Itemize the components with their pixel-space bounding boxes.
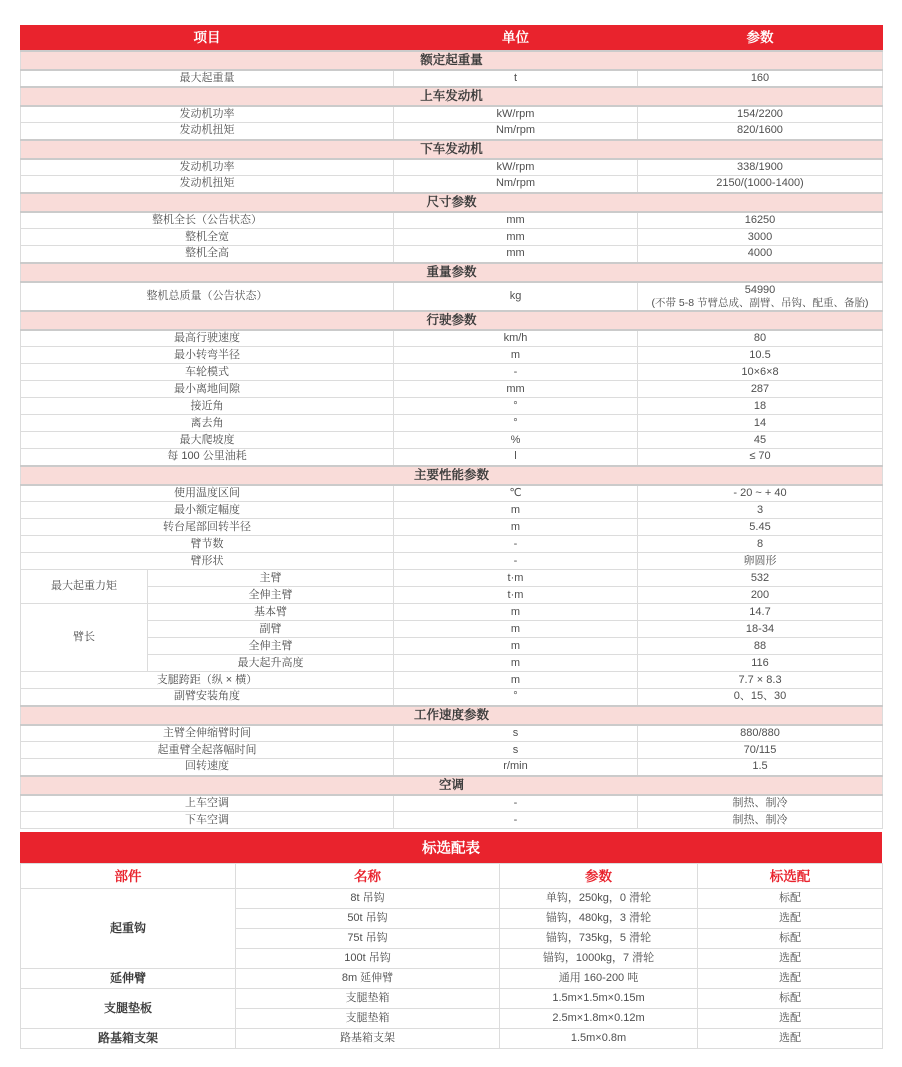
option-param-cell: 通用 160-200 吨 bbox=[500, 969, 698, 989]
spec-group-row bbox=[21, 655, 883, 672]
spec-data-row bbox=[21, 415, 883, 432]
spec-data-row bbox=[21, 689, 883, 706]
spec-data-row bbox=[21, 229, 883, 246]
spec-unit-cell: m bbox=[394, 655, 638, 672]
spec-data-row bbox=[21, 330, 883, 347]
spec-value-cell: 3 bbox=[638, 502, 883, 519]
spec-data-row bbox=[21, 123, 883, 140]
spec-section-label: 额定起重量 bbox=[21, 51, 883, 70]
option-flag-cell: 标配 bbox=[698, 989, 883, 1009]
spec-item-cell: 整机总质量（公告状态） bbox=[21, 282, 394, 311]
spec-item-cell: 起重臂全起落幅时间 bbox=[21, 742, 394, 759]
option-param-cell: 2.5m×1.8m×0.12m bbox=[500, 1009, 698, 1029]
spec-group-row bbox=[21, 621, 883, 638]
spec-subitem-cell: 主臂 bbox=[148, 570, 394, 587]
spec-value-cell: 卵圆形 bbox=[638, 553, 883, 570]
spec-section-label: 重量参数 bbox=[21, 263, 883, 282]
option-name-cell: 50t 吊钩 bbox=[236, 909, 500, 929]
spec-value-cell: 45 bbox=[638, 432, 883, 449]
spec-item-cell: 最小转弯半径 bbox=[21, 347, 394, 364]
options-banner-title: 标选配表 bbox=[422, 841, 480, 857]
option-param-cell: 锚钩，1000kg，7 滑轮 bbox=[500, 949, 698, 969]
spec-section-label: 主要性能参数 bbox=[21, 466, 883, 485]
spec-section-row bbox=[21, 263, 883, 282]
spec-unit-cell: m bbox=[394, 638, 638, 655]
spec-item-cell: 发动机功率 bbox=[21, 159, 394, 176]
spec-value-cell: 5.45 bbox=[638, 519, 883, 536]
spec-unit-cell: r/min bbox=[394, 759, 638, 776]
spec-item-cell: 最大爬坡度 bbox=[21, 432, 394, 449]
spec-unit-cell: - bbox=[394, 536, 638, 553]
spec-data-row bbox=[21, 106, 883, 123]
spec-value-cell: ≤ 70 bbox=[638, 449, 883, 466]
spec-group-row bbox=[21, 638, 883, 655]
spec-item-cell: 发动机扭矩 bbox=[21, 176, 394, 193]
spec-unit-cell: m bbox=[394, 672, 638, 689]
spec-value-cell: 116 bbox=[638, 655, 883, 672]
options-row bbox=[21, 889, 883, 909]
spec-data-row bbox=[21, 485, 883, 502]
spec-subitem-cell: 基本臂 bbox=[148, 604, 394, 621]
spec-value-cell: 制热、制冷 bbox=[638, 812, 883, 829]
option-param-cell: 1.5m×1.5m×0.15m bbox=[500, 989, 698, 1009]
spec-data-row bbox=[21, 759, 883, 776]
spec-data-row bbox=[21, 742, 883, 759]
spec-data-row bbox=[21, 70, 883, 87]
spec-unit-cell: mm bbox=[394, 381, 638, 398]
option-part-cell: 起重钩 bbox=[21, 889, 236, 969]
spec-item-cell: 离去角 bbox=[21, 415, 394, 432]
option-flag-cell: 标配 bbox=[698, 889, 883, 909]
spec-unit-cell: m bbox=[394, 502, 638, 519]
spec-item-cell: 最大起重量 bbox=[21, 70, 394, 87]
spec-item-cell: 下车空调 bbox=[21, 812, 394, 829]
spec-section-row bbox=[21, 193, 883, 212]
spec-data-row bbox=[21, 432, 883, 449]
spec-unit-cell: ° bbox=[394, 398, 638, 415]
spec-group-label-cell: 臂长 bbox=[21, 604, 148, 672]
spec-unit-cell: kg bbox=[394, 282, 638, 311]
spec-unit-cell: kW/rpm bbox=[394, 106, 638, 123]
option-flag-cell: 选配 bbox=[698, 1009, 883, 1029]
spec-unit-cell: s bbox=[394, 725, 638, 742]
spec-subitem-cell: 副臂 bbox=[148, 621, 394, 638]
spec-value-cell: 14.7 bbox=[638, 604, 883, 621]
spec-group-label-cell: 最大起重力矩 bbox=[21, 570, 148, 604]
spec-value-cell: 0、15、30 bbox=[638, 689, 883, 706]
spec-data-row bbox=[21, 812, 883, 829]
spec-item-cell: 每 100 公里油耗 bbox=[21, 449, 394, 466]
spec-section-row bbox=[21, 466, 883, 485]
spec-item-cell: 支腿跨距（纵 × 横） bbox=[21, 672, 394, 689]
spec-data-row bbox=[21, 519, 883, 536]
spec-value-cell: 160 bbox=[638, 70, 883, 87]
spec-item-cell: 整机全长（公告状态） bbox=[21, 212, 394, 229]
spec-value-note: (不带 5-8 节臂总成、副臂、吊钩、配重、备胎) bbox=[651, 296, 869, 309]
spec-value-cell: 2150/(1000-1400) bbox=[638, 176, 883, 193]
spec-value-cell: 16250 bbox=[638, 212, 883, 229]
option-name-cell: 100t 吊钩 bbox=[236, 949, 500, 969]
option-name-cell: 75t 吊钩 bbox=[236, 929, 500, 949]
spec-item-cell: 最小额定幅度 bbox=[21, 502, 394, 519]
spec-data-row bbox=[21, 176, 883, 193]
spec-data-row bbox=[21, 536, 883, 553]
spec-item-cell: 上车空调 bbox=[21, 795, 394, 812]
option-flag-cell: 选配 bbox=[698, 969, 883, 989]
option-part-cell: 延伸臂 bbox=[21, 969, 236, 989]
spec-item-cell: 副臂安装角度 bbox=[21, 689, 394, 706]
spec-section-label: 下车发动机 bbox=[21, 140, 883, 159]
spec-unit-cell: ° bbox=[394, 415, 638, 432]
spec-data-row bbox=[21, 246, 883, 263]
spec-section-label: 行驶参数 bbox=[21, 311, 883, 330]
spec-value-cell: 287 bbox=[638, 381, 883, 398]
spec-value-cell: 820/1600 bbox=[638, 123, 883, 140]
spec-item-cell: 最小离地间隙 bbox=[21, 381, 394, 398]
spec-subitem-cell: 最大起升高度 bbox=[148, 655, 394, 672]
spec-value-cell: 10×6×8 bbox=[638, 364, 883, 381]
spec-item-cell: 臂形状 bbox=[21, 553, 394, 570]
spec-subitem-cell: 全伸主臂 bbox=[148, 587, 394, 604]
spec-value-cell: - 20 ~ + 40 bbox=[638, 485, 883, 502]
spec-table bbox=[20, 25, 883, 829]
spec-unit-cell: t·m bbox=[394, 587, 638, 604]
spec-section-row bbox=[21, 311, 883, 330]
spec-value-cell: 88 bbox=[638, 638, 883, 655]
spec-unit-cell: kW/rpm bbox=[394, 159, 638, 176]
spec-unit-cell: Nm/rpm bbox=[394, 176, 638, 193]
option-param-cell: 单钩，250kg，0 滑轮 bbox=[500, 889, 698, 909]
spec-item-cell: 整机全高 bbox=[21, 246, 394, 263]
spec-value-cell: 18-34 bbox=[638, 621, 883, 638]
spec-value-cell: 54990 (不带 5-8 节臂总成、副臂、吊钩、配重、备胎) bbox=[638, 282, 883, 311]
spec-data-row bbox=[21, 381, 883, 398]
spec-data-row bbox=[21, 672, 883, 689]
options-row bbox=[21, 989, 883, 1009]
option-flag-cell: 标配 bbox=[698, 929, 883, 949]
spec-data-row bbox=[21, 725, 883, 742]
spec-value-cell: 200 bbox=[638, 587, 883, 604]
spec-header-param: 参数 bbox=[638, 26, 883, 51]
spec-value-cell: 3000 bbox=[638, 229, 883, 246]
spec-unit-cell: km/h bbox=[394, 330, 638, 347]
spec-subitem-cell: 全伸主臂 bbox=[148, 638, 394, 655]
spec-data-row bbox=[21, 347, 883, 364]
spec-value-cell: 制热、制冷 bbox=[638, 795, 883, 812]
spec-unit-cell: - bbox=[394, 364, 638, 381]
spec-value-cell: 70/115 bbox=[638, 742, 883, 759]
spec-unit-cell: mm bbox=[394, 229, 638, 246]
spec-value-cell: 4000 bbox=[638, 246, 883, 263]
spec-unit-cell: t·m bbox=[394, 570, 638, 587]
spec-unit-cell: - bbox=[394, 553, 638, 570]
options-header-param: 参数 bbox=[500, 864, 698, 889]
spec-unit-cell: - bbox=[394, 812, 638, 829]
spec-data-row bbox=[21, 398, 883, 415]
spec-unit-cell: mm bbox=[394, 246, 638, 263]
spec-header-item: 项目 bbox=[21, 26, 394, 51]
spec-item-cell: 接近角 bbox=[21, 398, 394, 415]
spec-group-row bbox=[21, 604, 883, 621]
spec-value-cell: 880/880 bbox=[638, 725, 883, 742]
spec-data-row bbox=[21, 449, 883, 466]
spec-item-cell: 主臂全伸缩臂时间 bbox=[21, 725, 394, 742]
spec-data-row bbox=[21, 212, 883, 229]
spec-value-cell: 7.7 × 8.3 bbox=[638, 672, 883, 689]
spec-section-label: 尺寸参数 bbox=[21, 193, 883, 212]
option-part-cell: 路基箱支架 bbox=[21, 1029, 236, 1049]
spec-section-row bbox=[21, 706, 883, 725]
spec-unit-cell: m bbox=[394, 519, 638, 536]
options-banner bbox=[20, 832, 882, 863]
spec-unit-cell: l bbox=[394, 449, 638, 466]
option-param-cell: 1.5m×0.8m bbox=[500, 1029, 698, 1049]
spec-item-cell: 发动机功率 bbox=[21, 106, 394, 123]
spec-item-cell: 发动机扭矩 bbox=[21, 123, 394, 140]
spec-unit-cell: m bbox=[394, 621, 638, 638]
spec-item-cell: 回转速度 bbox=[21, 759, 394, 776]
options-table bbox=[20, 863, 883, 1049]
spec-item-cell: 转台尾部回转半径 bbox=[21, 519, 394, 536]
spec-value-cell: 532 bbox=[638, 570, 883, 587]
spec-value-cell: 18 bbox=[638, 398, 883, 415]
option-name-cell: 8m 延伸臂 bbox=[236, 969, 500, 989]
option-flag-cell: 选配 bbox=[698, 909, 883, 929]
spec-value-cell: 14 bbox=[638, 415, 883, 432]
options-row bbox=[21, 1029, 883, 1049]
spec-value-cell: 1.5 bbox=[638, 759, 883, 776]
spec-unit-cell: % bbox=[394, 432, 638, 449]
spec-unit-cell: Nm/rpm bbox=[394, 123, 638, 140]
option-name-cell: 8t 吊钩 bbox=[236, 889, 500, 909]
spec-item-cell: 臂节数 bbox=[21, 536, 394, 553]
option-part-cell: 支腿垫板 bbox=[21, 989, 236, 1029]
spec-section-row bbox=[21, 140, 883, 159]
spec-value-cell: 154/2200 bbox=[638, 106, 883, 123]
spec-value-cell: 8 bbox=[638, 536, 883, 553]
spec-section-row bbox=[21, 776, 883, 795]
option-flag-cell: 选配 bbox=[698, 949, 883, 969]
spec-unit-cell: m bbox=[394, 604, 638, 621]
spec-section-row bbox=[21, 87, 883, 106]
spec-unit-cell: mm bbox=[394, 212, 638, 229]
option-name-cell: 支腿垫箱 bbox=[236, 1009, 500, 1029]
spec-header-unit: 单位 bbox=[394, 26, 638, 51]
spec-unit-cell: m bbox=[394, 347, 638, 364]
spec-data-row bbox=[21, 159, 883, 176]
spec-value-cell: 80 bbox=[638, 330, 883, 347]
spec-item-cell: 最高行驶速度 bbox=[21, 330, 394, 347]
spec-value-cell: 338/1900 bbox=[638, 159, 883, 176]
spec-item-cell: 使用温度区间 bbox=[21, 485, 394, 502]
options-header-flag: 标选配 bbox=[698, 864, 883, 889]
spec-value-cell: 10.5 bbox=[638, 347, 883, 364]
spec-unit-cell: - bbox=[394, 795, 638, 812]
options-header-part: 部件 bbox=[21, 864, 236, 889]
spec-data-row bbox=[21, 282, 883, 311]
spec-section-label: 上车发动机 bbox=[21, 87, 883, 106]
spec-section-label: 空调 bbox=[21, 776, 883, 795]
options-row bbox=[21, 969, 883, 989]
spec-unit-cell: ℃ bbox=[394, 485, 638, 502]
option-param-cell: 锚钩，480kg，3 滑轮 bbox=[500, 909, 698, 929]
options-header-row bbox=[21, 864, 883, 889]
spec-group-row bbox=[21, 587, 883, 604]
spec-section-row bbox=[21, 51, 883, 70]
spec-data-row bbox=[21, 553, 883, 570]
spec-group-row bbox=[21, 570, 883, 587]
option-name-cell: 路基箱支架 bbox=[236, 1029, 500, 1049]
spec-data-row bbox=[21, 795, 883, 812]
option-param-cell: 锚钩，735kg，5 滑轮 bbox=[500, 929, 698, 949]
option-flag-cell: 选配 bbox=[698, 1029, 883, 1049]
option-name-cell: 支腿垫箱 bbox=[236, 989, 500, 1009]
spec-unit-cell: ° bbox=[394, 689, 638, 706]
spec-header-row bbox=[21, 26, 883, 51]
spec-data-row bbox=[21, 502, 883, 519]
spec-item-cell: 车轮模式 bbox=[21, 364, 394, 381]
spec-unit-cell: s bbox=[394, 742, 638, 759]
spec-item-cell: 整机全宽 bbox=[21, 229, 394, 246]
spec-section-label: 工作速度参数 bbox=[21, 706, 883, 725]
spec-data-row bbox=[21, 364, 883, 381]
options-header-name: 名称 bbox=[236, 864, 500, 889]
spec-unit-cell: t bbox=[394, 70, 638, 87]
